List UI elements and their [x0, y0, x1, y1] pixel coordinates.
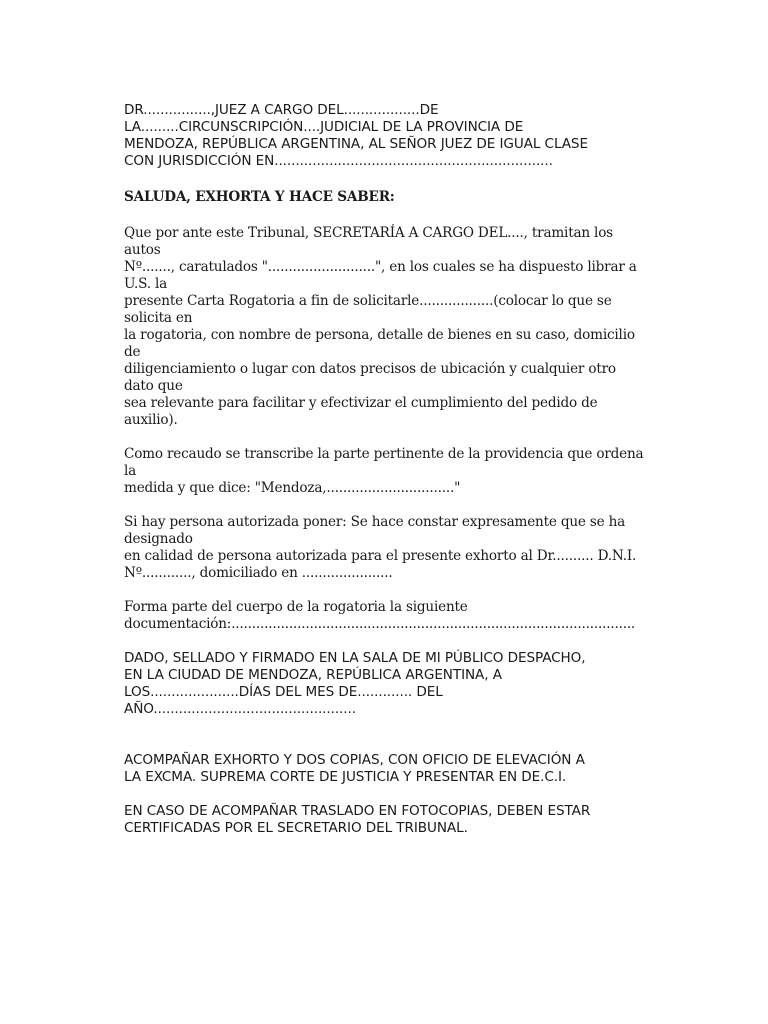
instruction-paragraph-1: ACOMPAÑAR EXHORTO Y DOS COPIAS, CON OFICIO DE ELEVACIÓN A LA EXCMA. SUPREMA CORTE DE JUSTICIA Y PRESENTAR EN DE.C.I.: [124, 752, 585, 785]
body-paragraph-1: Que por ante este Tribunal, SECRETARÍA A CARGO DEL...., tramitan los autos Nº......., caratulados "..........................", en los cuales se ha dispuesto librar a U.S. la presente Carta Rogatoria a fin de solicitarle..................(colocar lo que se solicita en la rogatoria, con nombre de persona, detalle de bienes en su caso, domicilio de diligenciamiento o lugar con datos precisos de ubicación y cualquier otro dato que sea relevante para facilitar y efectivizar el cumplimiento del pedido de auxilio).: [124, 225, 637, 428]
document-body: [124, 102, 648, 837]
instruction-paragraph-2: EN CASO DE ACOMPAÑAR TRASLADO EN FOTOCOPIAS, DEBEN ESTAR CERTIFICADAS POR EL SECRETARIO DEL TRIBUNAL.: [124, 803, 591, 836]
body-paragraph-4: Forma parte del cuerpo de la rogatoria la siguiente documentación:..................................................................................................: [124, 599, 636, 632]
header-paragraph: DR................,JUEZ A CARGO DEL..................DE LA.........CIRCUNSCRIPCIÓN....JUDICIAL DE LA PROVINCIA DE MENDOZA, REPÚBLICA ARGENTINA, AL SEÑOR JUEZ DE IGUAL CLASE CON JURISDICCIÓN EN..................................................................: [124, 102, 588, 169]
closing-paragraph: DADO, SELLADO Y FIRMADO EN LA SALA DE MI PÚBLICO DESPACHO, EN LA CIUDAD DE MENDOZA, REPÚBLICA ARGENTINA, A LOS.....................DÍAS DEL MES DE............. DEL AÑO................................................: [124, 650, 586, 717]
salutation-heading: SALUDA, EXHORTA Y HACE SABER:: [124, 189, 395, 205]
body-paragraph-2: Como recaudo se transcribe la parte pertinente de la providencia que ordena la medida y que dice: "Mendoza,...............................": [124, 446, 644, 496]
body-paragraph-3: Si hay persona autorizada poner: Se hace constar expresamente que se ha designado en calidad de persona autorizada para el presente exhorto al Dr.......... D.N.I. Nº............, domiciliado en ......................: [124, 514, 637, 581]
